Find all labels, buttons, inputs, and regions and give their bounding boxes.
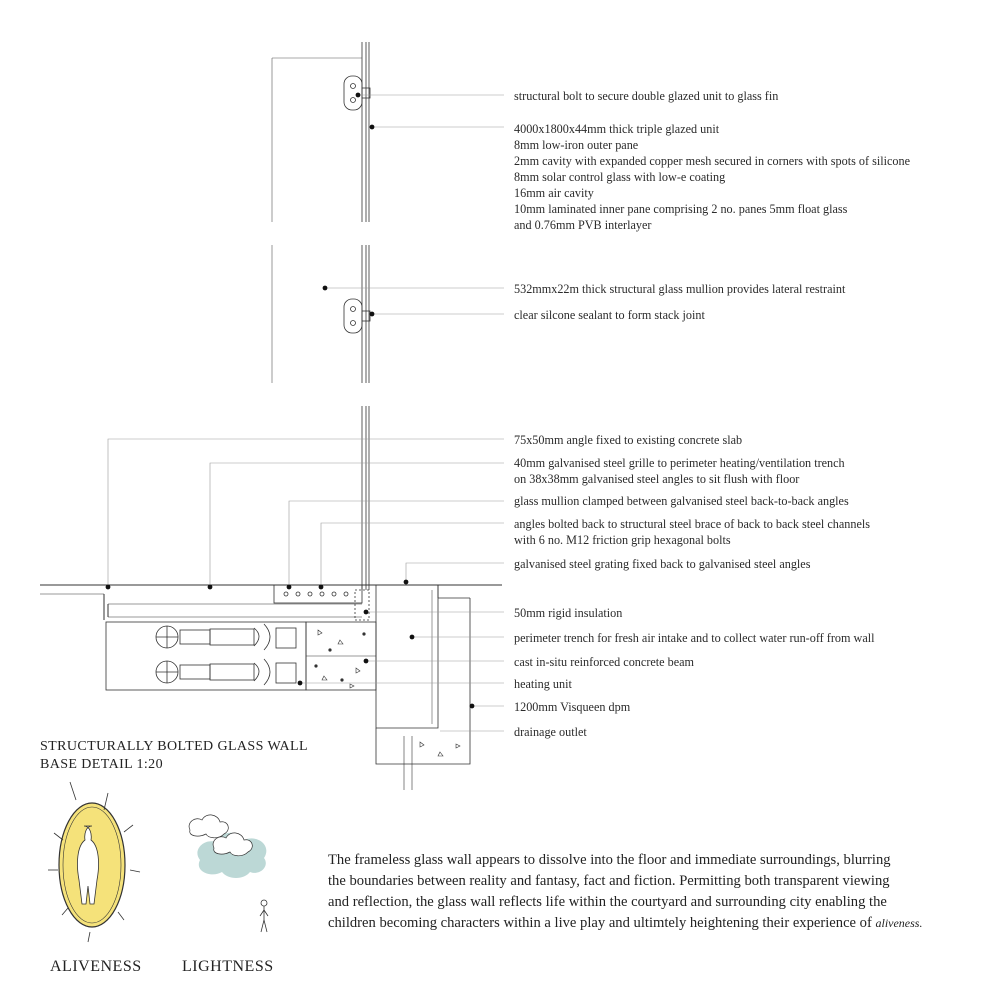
annotation-line: 40mm galvanised steel grille to perimeter heating/ventilation trench	[514, 456, 845, 470]
description-paragraph	[328, 850, 988, 934]
drawing-title-line2: BASE DETAIL 1:20	[40, 757, 163, 772]
drawing-title-line1: STRUCTURALLY BOLTED GLASS WALL	[40, 739, 308, 754]
annotation-line: with 6 no. M12 friction grip hexagonal bolts	[514, 533, 731, 547]
annotation-line: 8mm low-iron outer pane	[514, 138, 639, 152]
annotation-angle: 75x50mm angle fixed to existing concrete slab	[514, 433, 743, 447]
annotation-sealant: clear silcone sealant to form stack joint	[514, 308, 705, 322]
caption-lightness: LIGHTNESS	[182, 958, 274, 975]
floor-slab	[40, 585, 502, 620]
paragraph-line-last	[328, 913, 988, 934]
annotation-clamp: glass mullion clamped between galvanised steel back-to-back angles	[514, 494, 849, 508]
drawing-title	[40, 738, 308, 774]
annotation-line: on 38x38mm galvanised steel angles to sit flush with floor	[514, 472, 800, 486]
annotation-line: 2mm cavity with expanded copper mesh secured in corners with spots of silicone	[514, 154, 910, 168]
annotation-line: 8mm solar control glass with low-e coating	[514, 170, 726, 184]
annotation-line: 16mm air cavity	[514, 186, 594, 200]
paragraph-line: The frameless glass wall appears to dissolve into the floor and immediate surroundings, blurring	[328, 852, 891, 868]
paragraph-last-text: children becoming characters within a live play and ultimtely heightening their experience of	[328, 915, 872, 931]
paragraph-emphasis: aliveness.	[875, 916, 923, 930]
heating-unit-upper	[156, 624, 296, 650]
paragraph-line: the boundaries between reality and fantasy, fact and fiction. Permitting both transparent viewing	[328, 873, 890, 889]
glass-mullion	[272, 58, 362, 383]
annotation-glazed-unit	[514, 121, 910, 233]
heating-unit-lower	[156, 659, 296, 685]
annotation-line: angles bolted back to structural steel brace of back to back steel channels	[514, 517, 871, 531]
drainage-outlet	[376, 598, 470, 790]
perimeter-trench	[376, 585, 438, 728]
annotation-grille	[514, 455, 845, 487]
lightness-icon	[189, 815, 268, 932]
annotation-insulation: 50mm rigid insulation	[514, 606, 623, 620]
annotation-line: and 0.76mm PVB interlayer	[514, 218, 652, 232]
annotation-mullion: 532mmx22m thick structural glass mullion provides lateral restraint	[514, 282, 846, 296]
aliveness-icon	[48, 782, 140, 942]
annotation-trench: perimeter trench for fresh air intake and to collect water run-off from wall	[514, 631, 875, 645]
annotation-line: 10mm laminated inner pane comprising 2 no. panes 5mm float glass	[514, 202, 848, 216]
glass-wall	[362, 42, 369, 590]
concrete-beam	[306, 622, 376, 690]
grating-angle	[438, 585, 470, 598]
leader-dots	[106, 93, 475, 709]
annotation-line: 4000x1800x44mm thick triple glazed unit	[514, 122, 720, 136]
paragraph-line: and reflection, the glass wall reflects life within the courtyard and surrounding city enabling the	[328, 894, 887, 910]
annotation-grating: galvanised steel grating fixed back to galvanised steel angles	[514, 557, 811, 571]
annotation-beam: cast in-situ reinforced concrete beam	[514, 655, 695, 669]
annotation-bolt: structural bolt to secure double glazed unit to glass fin	[514, 89, 779, 103]
annotation-bolted	[514, 516, 870, 548]
annotation-dpm: 1200mm Visqueen dpm	[514, 700, 631, 714]
caption-aliveness: ALIVENESS	[50, 958, 142, 975]
annotation-heating: heating unit	[514, 677, 572, 691]
annotation-drainage: drainage outlet	[514, 725, 587, 739]
